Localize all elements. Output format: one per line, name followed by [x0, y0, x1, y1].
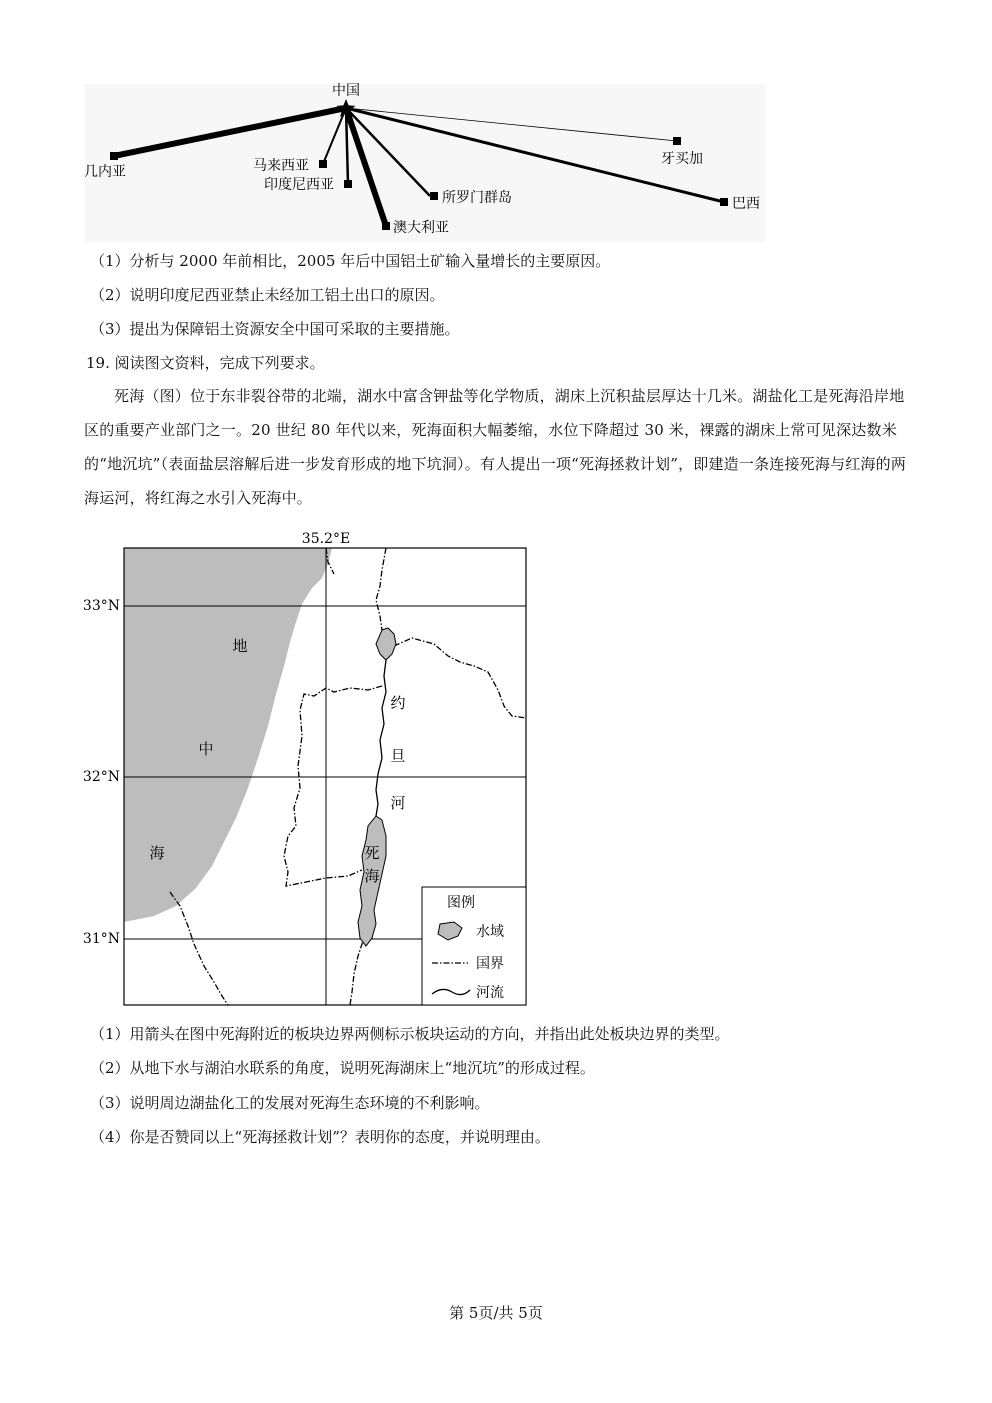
jamaica-marker-icon [673, 137, 681, 145]
brazil-marker-icon [720, 198, 728, 206]
malaysia-marker-icon [319, 160, 327, 168]
q19-item-3: （3）说明周边湖盐化工的发展对死海生态环境的不利影响。 [90, 1094, 490, 1112]
latitude-label-32n: 32°N [82, 769, 120, 785]
dead-sea-map [76, 526, 536, 1012]
border-segment [376, 548, 386, 630]
indonesia-marker-icon [344, 180, 352, 188]
q19-item-2: （2）从地下水与湖泊水联系的角度，说明死海湖床上“地沉坑”的形成过程。 [90, 1059, 595, 1077]
label-indonesia: 印度尼西亚 [264, 177, 334, 193]
sea-of-galilee-area [376, 628, 396, 660]
jordan-label-char: 河 [390, 794, 406, 812]
q19-item-4: （4）你是否赞同以上“死海拯救计划”？表明你的态度，并说明理由。 [90, 1128, 550, 1146]
label-brazil: 巴西 [732, 196, 760, 212]
q19-heading: 19. 阅读图文资料，完成下列要求。 [86, 354, 325, 372]
legend-border-label: 国界 [476, 956, 504, 972]
label-china: 中国 [332, 83, 360, 99]
guinea-marker-icon [110, 152, 118, 160]
longitude-label: 35.2°E [301, 531, 351, 547]
med-label-char: 地 [232, 637, 248, 655]
q19-paragraph: 死海（图）位于东非裂谷带的北端，湖水中富含钾盐等化学物质，湖床上沉积盐层厚达十几米。湖盐化工是死海沿岸地区的重要产业部门之一。20 世纪 80 年代以来，死海面积大幅萎缩，水位下降超过 30 米，裸露的湖床上常可见深达数米的“地沉坑”（表面盐层溶解后进一步发育形成的地下坑洞）。有人提出一项“死海拯救计划”，即建造一条连接死海与红海的两海运河，将红海之水引入死海中。 [84, 387, 907, 507]
label-guinea: 几内亚 [84, 164, 126, 180]
border-segment [394, 638, 526, 718]
jordan-label-char: 约 [390, 694, 406, 712]
australia-marker-icon [382, 222, 390, 230]
deadsea-label-char: 海 [364, 867, 380, 885]
legend-title: 图例 [447, 895, 475, 911]
med-label-char: 海 [149, 844, 165, 862]
deadsea-label-char: 死 [364, 844, 380, 862]
solomon-marker-icon [430, 192, 438, 200]
label-jamaica: 牙买加 [661, 151, 703, 167]
legend-water-label: 水域 [476, 924, 504, 940]
med-label-char: 中 [198, 740, 214, 758]
q18-item-3: （3）提出为保障铝土资源安全中国可采取的主要措施。 [90, 320, 460, 338]
q18-item-2: （2）说明印度尼西亚禁止未经加工铝土出口的原因。 [90, 286, 445, 304]
label-australia: 澳大利亚 [393, 220, 449, 236]
latitude-label-33n: 33°N [82, 598, 120, 614]
jordan-label-char: 旦 [390, 747, 406, 765]
label-malaysia: 马来西亚 [253, 158, 309, 174]
q18-item-1: （1）分析与 2000 年前相比，2005 年后中国铝土矿输入量增长的主要原因。 [90, 252, 611, 270]
page-footer: 第 5页/共 5页 [449, 1304, 543, 1322]
legend-river-label: 河流 [476, 985, 504, 1001]
q19-item-1: （1）用箭头在图中死海附近的板块边界两侧标示板块运动的方向，并指出此处板块边界的类型。 [90, 1025, 730, 1043]
jordan-river-line [376, 660, 386, 816]
latitude-label-31n: 31°N [82, 931, 120, 947]
mediterranean-sea-area [124, 548, 332, 922]
bauxite-import-diagram [80, 78, 780, 246]
border-segment [170, 892, 228, 1005]
label-solomon: 所罗门群岛 [442, 190, 512, 206]
